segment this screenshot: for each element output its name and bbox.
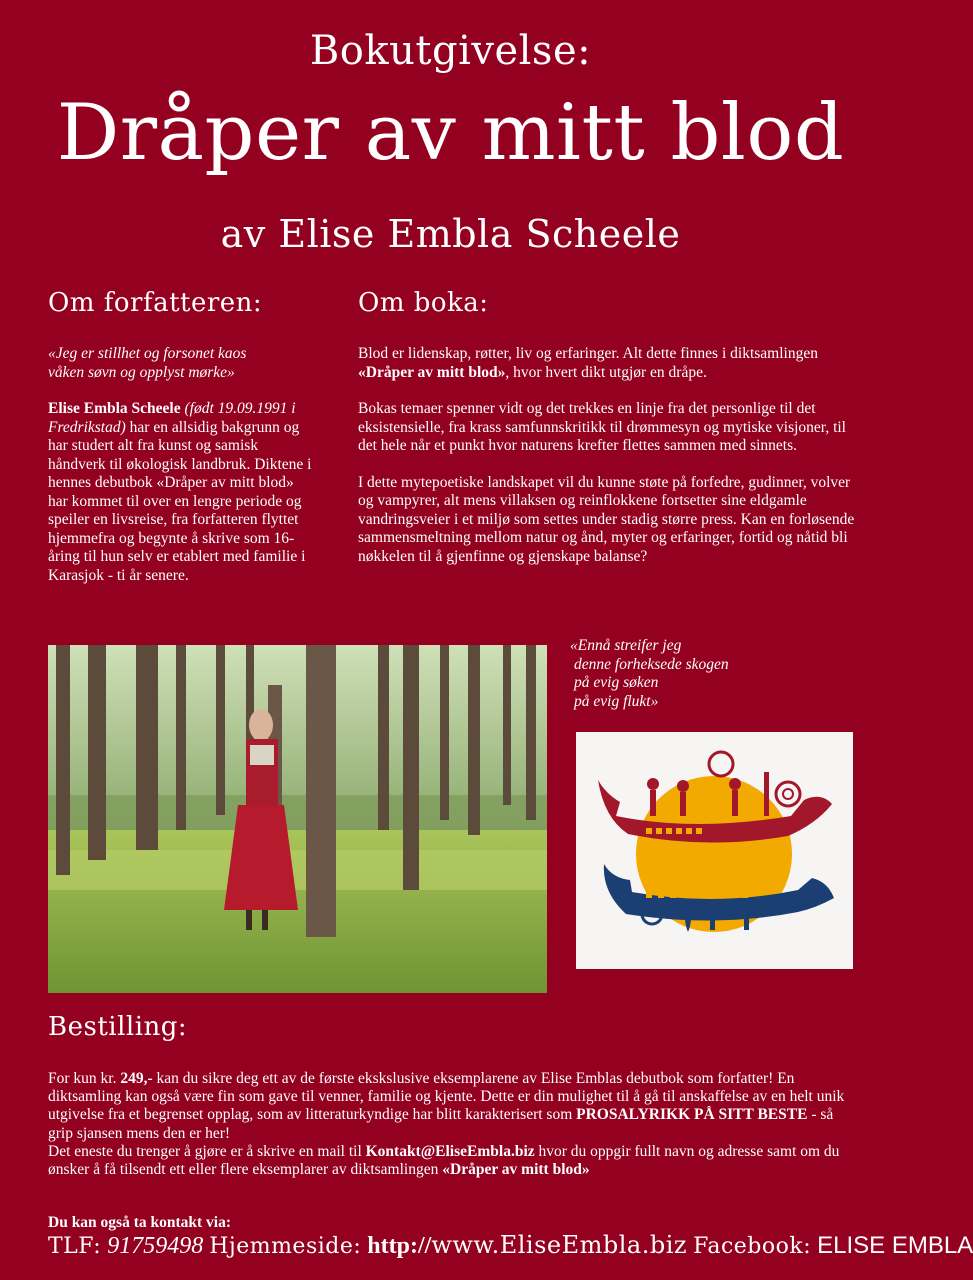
book-paragraph-2: Bokas temaer spenner vidt og det trekkes en linje fra det personlige til det eksistensielle, fra krass samfunnskritikk til drømmesyn og mytiske visjoner, til det hele når et punkt hvor naturens krefter flettes sammen med sinnets. [358,400,846,454]
website-link[interactable]: www.EliseEmbla.biz [431,1231,688,1259]
highlight-text: PROSALYRIKK PÅ SITT BESTE [576,1106,808,1124]
author-bio: Elise Embla Scheele (født 19.09.1991 i Fredrikstad) har en allsidig bakgrunn og har studert alt fra kunst og samisk håndverk til økologisk landbruk. Diktene i hennes debutbok «Dråper av mitt blod» har kommet til over en lengre periode og speiler en livsreise, fra forfatteren flyttet hjemmefra og begynte å skrive som 16-åring til hun selv er etablert med familie i Karasjok - ti år senere. [48,400,312,584]
order-email[interactable]: Kontakt@EliseEmbla.biz [365,1142,535,1160]
rock-art-illustration [576,732,853,969]
contact-line: TLF: 91759498 Hjemmeside: http://www.EliseEmbla.biz Facebook: ELISE EMBLA [48,1231,973,1259]
forest-author-photo [48,645,547,993]
book-paragraph-1: Blod er lidenskap, røtter, liv og erfaringer. Alt dette finnes i diktsamlingen «Dråper av mitt blod», hvor hvert dikt utgjør en dråpe. [358,345,818,381]
facebook-link[interactable]: ELISE EMBLA [817,1232,973,1259]
author-name: Elise Embla Scheele [48,400,181,417]
author-byline: av Elise Embla Scheele [220,212,681,256]
order-heading: Bestilling: [48,1012,188,1042]
forest-quote: «Ennå streifer jeg denne forheksede skogen på evig søken på evig flukt» [570,637,729,710]
about-author-section [48,345,316,603]
about-book-heading: Om boka: [358,288,489,318]
price: 249,- [120,1070,153,1087]
author-quote: «Jeg er stillhet og forsonet kaos våken søvn og opplyst mørke» [48,345,247,381]
about-author-heading: Om forfatteren: [48,288,263,318]
book-paragraph-3: I dette mytepoetiske landskapet vil du kunne støte på forfedre, gudinner, volver og vampyrer, alt mens villaksen og reinflokkene fortsetter sine eldgamle vandringsveier i et miljø som settes under stadig større press. Kan en forløsende sammensmeltning mellom natur og ånd, myter og erfaringer, fortid og nåtid bli nøkkelen til å gjenfinne og gjenskape balanse? [358,473,855,565]
author-born: (født 19.09.1991 i Fredrikstad) [48,400,296,436]
contact-heading: Du kan også ta kontakt via: [48,1214,232,1231]
about-book-section [358,345,858,584]
phone-number[interactable]: 91759498 [107,1233,204,1259]
order-section: For kun kr. 249,- kan du sikre deg ett av de første ekskslusive eksemplarene av Elise Emblas debutbok som forfatter! En diktsamling kan også være fin som gave til venner, familie og kjente. Dette er din mulighet til å gå til anskaffelse av en helt unik utgivelse fra et begrenset opplag, som av litteraturkyndige har blitt karakterisert som PROSALYRIKK PÅ SITT BESTE - så grip sjansen mens den er her! Det eneste du trenger å gjøre er å skrive en mail til Kontakt@EliseEmbla.biz hvor du oppgir fullt navn og adresse samt om du ønsker å få tilsendt ett eller flere eksemplarer av diktsamlingen «Dråper av mitt blod» [48,1070,845,1179]
pretitle: Bokutgivelse: [309,28,592,74]
page-title: Dråper av mitt blod [56,88,845,178]
